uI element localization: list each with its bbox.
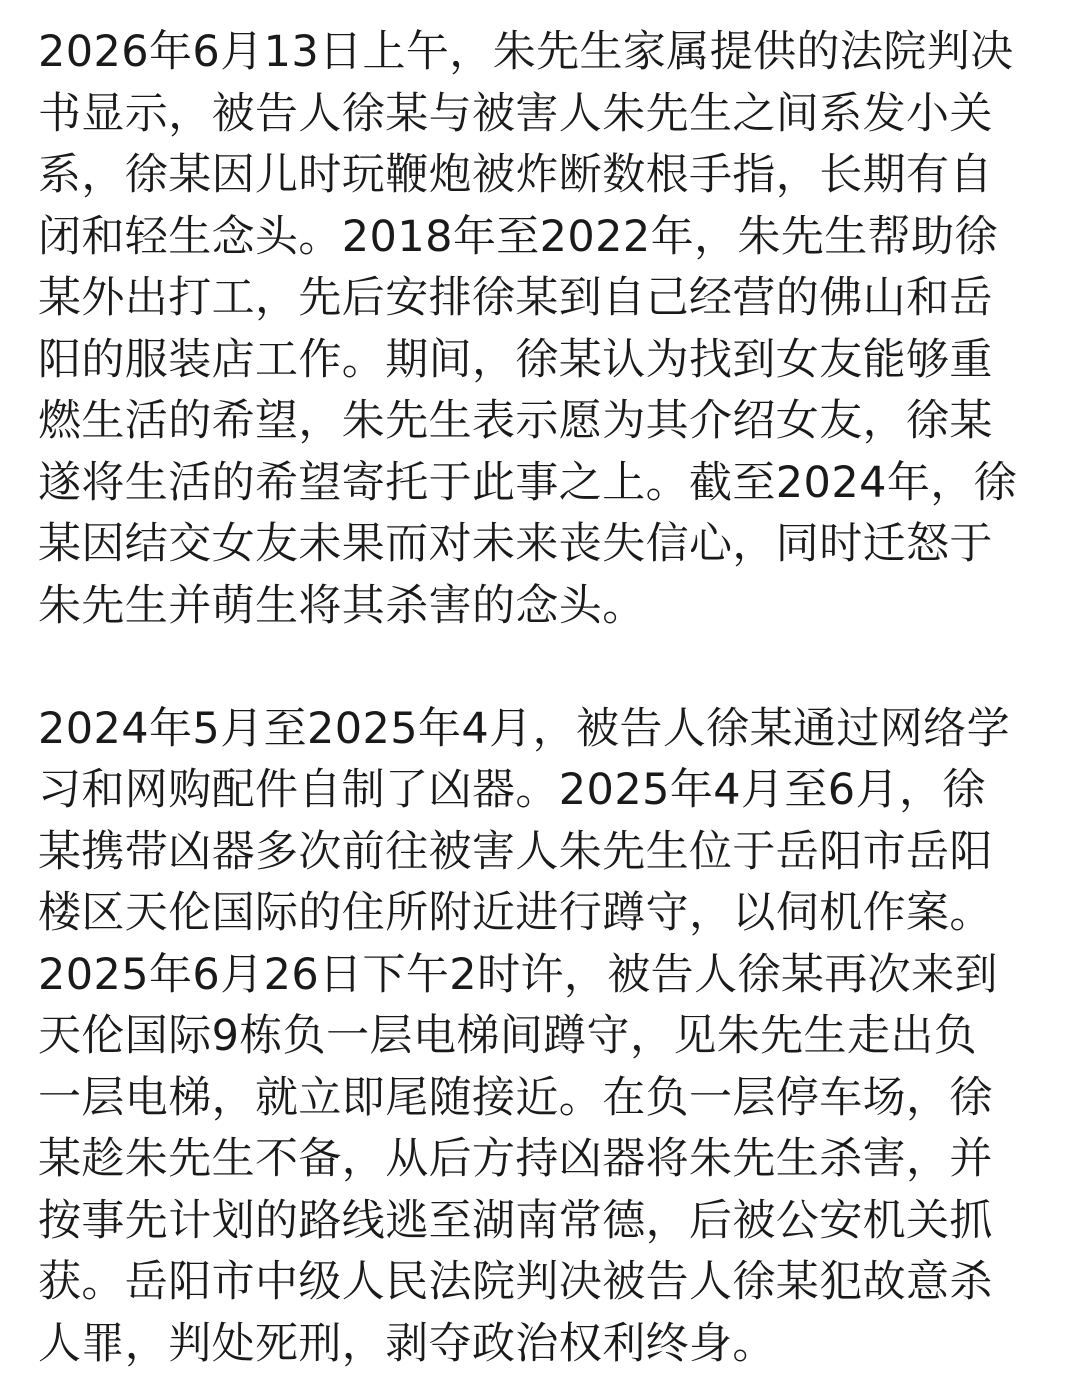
text-line: 遂将生活的希望寄托于此事之上。截至2024年，徐 <box>38 457 1018 508</box>
text-line: 获。岳阳市中级人民法院判决被告人徐某犯故意杀 <box>38 1257 993 1307</box>
text-line: 2024年5月至2025年4月，被告人徐某通过网络学 <box>38 703 1010 754</box>
text-line: 书显示，被告人徐某与被害人朱先生之间系发小关 <box>38 88 993 139</box>
text-line: 某外出打工，先后安排徐某到自己经营的佛山和岳 <box>38 273 993 323</box>
text-line: 燃生活的希望，朱先生表示愿为其介绍女友，徐某 <box>38 396 993 446</box>
text-line: 按事先计划的路线逃至湖南常德，后被公安机关抓 <box>38 1195 993 1246</box>
text-line: 人罪，判处死刑，剥夺政治权利终身。 <box>38 1318 776 1369</box>
text-line: 楼区天伦国际的住所附近进行蹲守，以伺机作案。 <box>38 888 993 938</box>
paragraph-2 <box>38 699 1044 1376</box>
paragraph-spacer <box>38 637 1044 699</box>
text-line: 习和网购配件自制了凶器。2025年4月至6月，徐 <box>38 765 986 815</box>
text-line: 某趁朱先生不备，从后方持凶器将朱先生杀害，并 <box>38 1134 993 1184</box>
paragraph-1 <box>38 22 1044 637</box>
text-line: 2026年6月13日上午，朱先生家属提供的法院判决 <box>38 27 1014 77</box>
text-line: 某因结交女友未果而对未来丧失信心，同时迁怒于 <box>38 519 993 569</box>
text-line: 2025年6月26日下午2时许，被告人徐某再次来到 <box>38 949 998 1000</box>
text-line: 一层电梯，就立即尾随接近。在负一层停车场，徐 <box>38 1072 993 1123</box>
text-line: 朱先生并萌生将其杀害的念头。 <box>38 580 646 631</box>
text-line: 闭和轻生念头。2018年至2022年，朱先生帮助徐 <box>38 211 998 262</box>
text-line: 阳的服装店工作。期间，徐某认为找到女友能够重 <box>38 334 993 385</box>
text-line: 天伦国际9栋负一层电梯间蹲守，见朱先生走出负 <box>38 1011 978 1061</box>
text-line: 系，徐某因儿时玩鞭炮被炸断数根手指，长期有自 <box>38 150 993 200</box>
text-line: 某携带凶器多次前往被害人朱先生位于岳阳市岳阳 <box>38 826 993 877</box>
